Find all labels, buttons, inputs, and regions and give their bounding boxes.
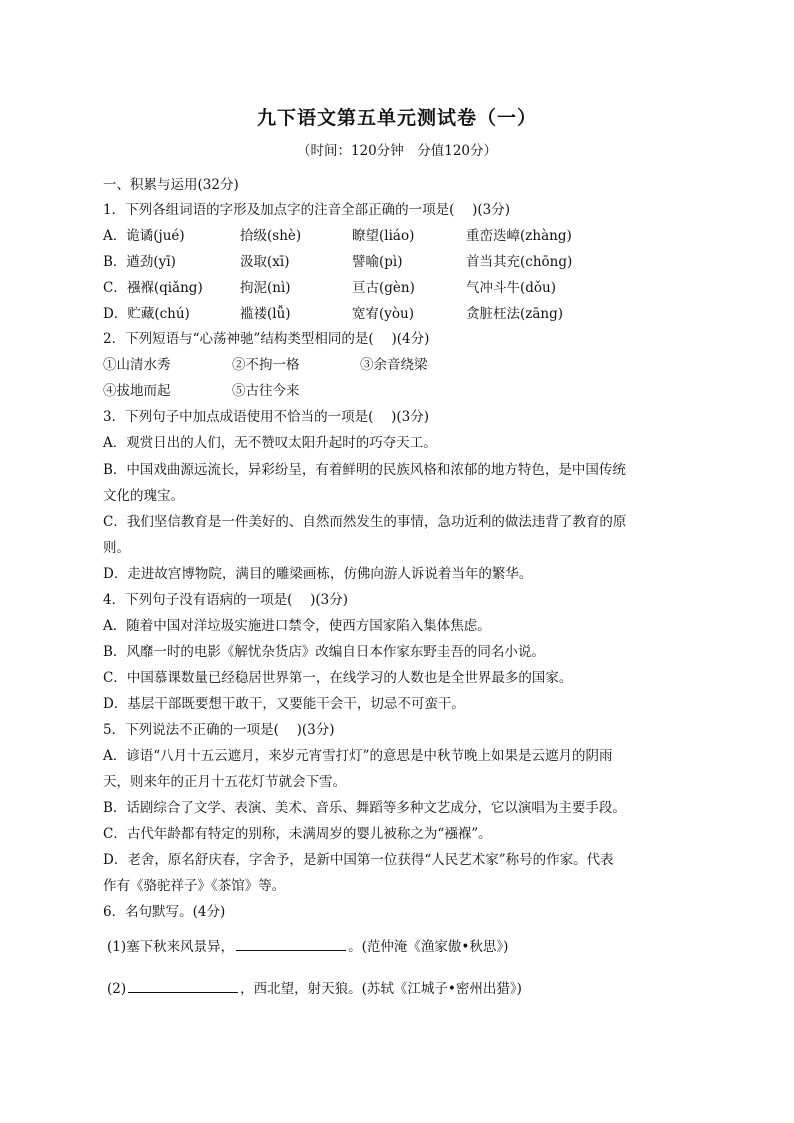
q1-option-c-3: 亘古(gèn) <box>352 280 415 296</box>
q5-option-d-line1: D．老舍，原名舒庆春，字舍予，是新中国第一位获得“人民艺术家”称号的作家。代表 <box>103 852 614 868</box>
q3-option-a: A．观赏日出的人们，无不赞叹太阳升起时的巧夺天工。 <box>103 435 437 451</box>
page-subtitle: （时间：120分钟 分值120分） <box>296 143 498 159</box>
q1-option-c-1: C．襁褓(qiǎng) <box>103 280 203 296</box>
q6-item-2-suffix: ，西北望，射天狼。(苏轼《江城子•密州出猎》) <box>240 981 522 997</box>
question-5-stem: 5．下列说法不正确的一项是( )(3分) <box>103 722 335 738</box>
answer-blank-1[interactable] <box>236 936 346 951</box>
q5-option-a-line1: A．谚语“八月十五云遮月，来岁元宵雪打灯”的意思是中秋节晚上如果是云遮月的阴雨 <box>103 748 613 764</box>
q1-option-d-1: D．贮藏(chú) <box>103 306 190 322</box>
q1-option-a-1: A．诡谲(jué) <box>103 228 185 244</box>
question-4-stem: 4．下列句子没有语病的一项是( )(3分) <box>103 592 349 608</box>
q2-choice-1: ①山清水秀 <box>103 357 171 373</box>
q5-option-b: B．话剧综合了文学、表演、美术、音乐、舞蹈等多种文艺成分，它以演唱为主要手段。 <box>103 800 626 816</box>
q1-option-d-3: 宽宥(yòu) <box>352 306 414 322</box>
q6-item-2-prefix: (2) <box>107 981 127 997</box>
q1-option-d-4: 贪脏枉法(zāng) <box>466 306 564 322</box>
q1-option-b-1: B．遒劲(yī) <box>103 254 176 270</box>
q1-option-a-2: 拾级(shè) <box>240 228 302 244</box>
q4-option-b: B．风靡一时的电影《解忧杂货店》改编自日本作家东野圭吾的同名小说。 <box>103 644 545 660</box>
q1-option-c-4: 气冲斗牛(dǒu) <box>466 280 556 296</box>
section-heading: 一、积累与运用(32分) <box>103 177 239 193</box>
q2-choice-3: ③余音绕梁 <box>360 357 428 373</box>
q5-option-c: C．古代年龄都有特定的别称，未满周岁的婴儿被称之为“襁褓”。 <box>103 826 492 842</box>
q2-choice-2: ②不拘一格 <box>232 357 300 373</box>
answer-blank-2[interactable] <box>128 978 238 993</box>
q3-option-d: D．走进故宫博物院，满目的雕梁画栋，仿佛向游人诉说着当年的繁华。 <box>103 566 533 582</box>
question-3-stem: 3．下列句子中加点成语使用不恰当的一项是( )(3分) <box>103 409 430 425</box>
q6-item-1-prefix: (1)塞下秋来风景异， <box>107 939 235 955</box>
q1-option-b-4: 首当其充(chōng) <box>466 254 573 270</box>
q1-option-a-4: 重峦迭嶂(zhàng) <box>466 228 572 244</box>
q2-choice-4: ④拔地而起 <box>103 383 171 399</box>
question-2-stem: 2．下列短语与“心荡神驰”结构类型相同的是( )(4分) <box>103 331 430 347</box>
question-1-stem: 1．下列各组词语的字形及加点字的注音全部正确的一项是( )(3分) <box>103 202 511 218</box>
q3-option-c-line1: C．我们坚信教育是一件美好的、自然而然发生的事情，急功近利的做法违背了教育的原 <box>103 514 627 530</box>
q6-item-2 <box>107 978 522 998</box>
q5-option-d-line2: 作有《骆驼祥子》《茶馆》等。 <box>103 878 286 894</box>
q6-item-1 <box>107 936 508 956</box>
q1-option-c-2: 拘泥(nì) <box>240 280 291 296</box>
q5-option-a-line2: 天，则来年的正月十五花灯节就会下雪。 <box>103 774 346 790</box>
q2-choice-5: ⑤古往今来 <box>232 383 300 399</box>
q1-option-a-3: 瞭望(liáo) <box>352 228 415 244</box>
question-6-stem: 6．名句默写。(4分) <box>103 904 226 920</box>
q4-option-a: A．随着中国对洋垃圾实施进口禁令，使西方国家陷入集体焦虑。 <box>103 618 491 634</box>
q3-option-c-line2: 则。 <box>103 540 130 556</box>
q3-option-b-line2: 文化的瑰宝。 <box>103 488 184 504</box>
q1-option-d-2: 褴褛(lǚ) <box>240 306 291 322</box>
q1-option-b-3: 譬喻(pì) <box>352 254 403 270</box>
q4-option-c: C．中国慕课数量已经稳居世界第一，在线学习的人数也是全世界最多的国家。 <box>103 670 573 686</box>
q6-item-1-suffix: 。(范仲淹《渔家傲•秋思》) <box>348 939 509 955</box>
q3-option-b-line1: B．中国戏曲源远流长，异彩纷呈，有着鲜明的民族风格和浓郁的地方特色，是中国传统 <box>103 462 626 478</box>
page-title: 九下语文第五单元测试卷（一） <box>256 107 537 129</box>
q4-option-d: D．基层干部既要想干敢干，又要能干会干，切忌不可蛮干。 <box>103 696 465 712</box>
q1-option-b-2: 汲取(xī) <box>240 254 290 270</box>
